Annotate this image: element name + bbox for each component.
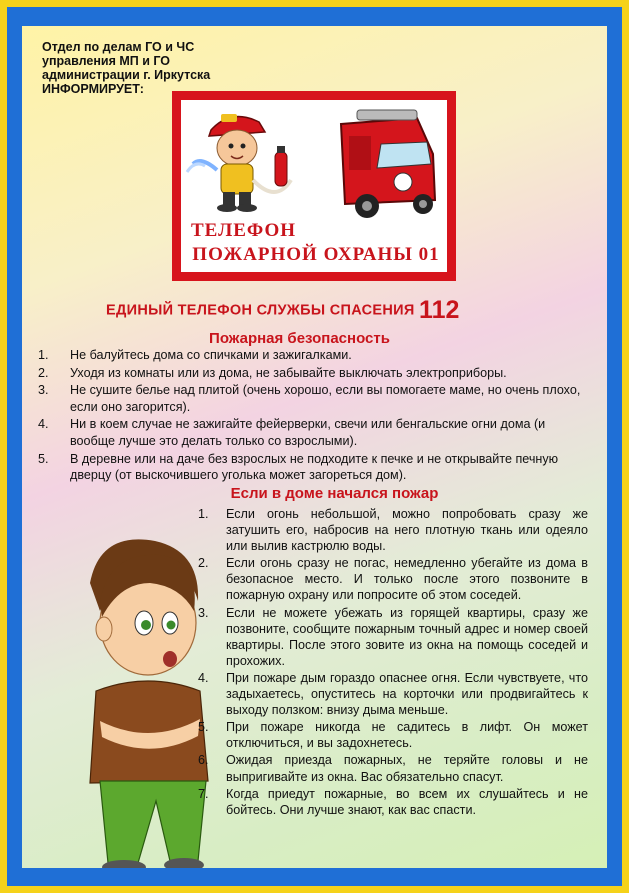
item-number: 5.: [38, 451, 49, 466]
list-item: [38, 365, 586, 382]
list-item: [38, 347, 586, 364]
item-number: 1.: [38, 348, 49, 362]
header-line: администрации г. Иркутска: [42, 68, 211, 82]
item-text: Ожидая приезда пожарных, не теряйте головы и не выпригивайте из окна. Вас обязательно спасут.: [226, 753, 588, 784]
item-number: 1.: [198, 507, 209, 521]
item-text: При пожаре дым гораздо опаснее огня. Если чувствуете, что задыхаетесь, опуститесь на корточки или продвигайтесь к выходу ползком: внизу дыма меньше.: [226, 670, 588, 718]
if-fire-list: [196, 506, 588, 819]
item-text: Если огонь небольшой, можно попробовать сразу же затушить его, набросив на него плотную ткань или одеяло или вылив кастрюлю воды.: [226, 507, 588, 554]
item-number: 7.: [198, 786, 209, 801]
logo-title-line2: ПОЖАРНОЙ ОХРАНЫ 01: [192, 244, 440, 265]
logo-title-line1: ТЕЛЕФОН: [191, 220, 297, 241]
list-item: [38, 416, 586, 449]
fire-truck-icon: [341, 110, 435, 218]
item-number: 3.: [38, 383, 49, 398]
if-fire-title: Если в доме начался пожар: [230, 485, 439, 502]
header-line: ИНФОРМИРУЕТ:: [42, 82, 144, 96]
item-number: 6.: [198, 753, 209, 768]
list-item: [196, 605, 588, 669]
list-item: [38, 382, 586, 415]
header-line: Отдел по делам ГО и ЧС: [42, 40, 195, 54]
item-number: 3.: [198, 605, 209, 620]
fire-safety-title: Пожарная безопасность: [209, 330, 390, 347]
item-text: При пожаре никогда не садитесь в лифт. Он может отключиться, и вы задохнетесь.: [226, 720, 588, 751]
poster: [22, 26, 607, 868]
header-line: управления МП и ГО: [42, 54, 171, 68]
list-item: [196, 752, 588, 784]
item-number: 4.: [38, 417, 49, 432]
fire-safety-list: [38, 347, 586, 485]
header-organization: [42, 40, 262, 96]
item-text: В деревне или на даче без взрослых не подходите к печке и не открывайте печную дверцу (от выскочившего уголька может загореться дом).: [70, 451, 559, 483]
item-text: Если огонь сразу не погас, немедленно убегайте из дома в безопасное место. И только после этого позвоните в пожарную охрану или попросите об этом соседей.: [226, 556, 588, 603]
item-text: Если не можете убежать из горящей квартиры, сразу же позвоните, сообщите пожарным точный адрес и номер своей квартиры. После этого зовите из окна на помощь соседей и прохожих.: [226, 605, 588, 668]
item-number: 4.: [198, 670, 209, 685]
item-text: Уходя из комнаты или из дома, не забывайте выключать электроприборы.: [70, 365, 507, 380]
rescue-phone-number: 112: [419, 296, 460, 324]
item-text: Когда приедут пожарные, во всем их слушайтесь и не бойтесь. Они лучше знают, как вас спасти.: [226, 786, 588, 817]
item-text: Ни в коем случае не зажигайте фейерверки, свечи или бенгальские огни дома (и вообще лучше это делать только со взрослыми).: [70, 417, 546, 448]
firefighter-and-truck-illustration: [181, 100, 447, 220]
item-text: Не балуйтесь дома со спичками и зажигалками.: [70, 348, 352, 362]
list-item: [196, 786, 588, 818]
list-item: [196, 506, 588, 554]
list-item: [196, 719, 588, 751]
fire-phone-logo: [172, 91, 456, 281]
item-text: Не сушите белье над плитой (очень хорошо, если вы помогаете маме, но очень плохо, если оно загорится).: [70, 383, 581, 414]
item-number: 2.: [198, 556, 209, 571]
firefighter-kid-icon: [187, 114, 291, 212]
rescue-phone-label: ЕДИНЫЙ ТЕЛЕФОН СЛУЖБЫ СПАСЕНИЯ: [106, 302, 415, 319]
list-item: [196, 670, 588, 718]
list-item: [38, 451, 586, 484]
logo-inner: [181, 100, 447, 272]
rescue-phone-banner: [106, 296, 536, 325]
item-number: 5.: [198, 720, 209, 735]
item-number: 2.: [38, 365, 49, 380]
list-item: [196, 555, 588, 603]
